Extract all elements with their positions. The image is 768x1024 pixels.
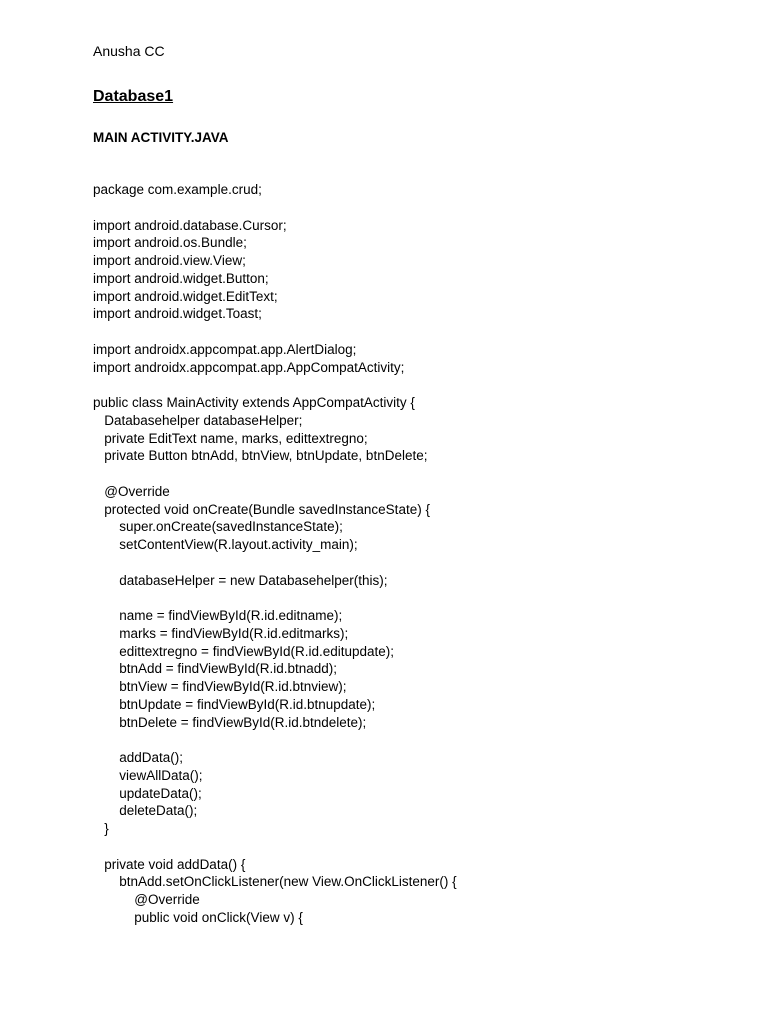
code-line: updateData(); [93, 785, 202, 801]
code-line: btnView = findViewById(R.id.btnview); [93, 679, 347, 694]
code-line [93, 199, 733, 217]
code-line [93, 465, 733, 483]
section-heading: MAIN ACTIVITY.JAVA [93, 130, 229, 145]
author-name: Anusha CC [93, 43, 165, 59]
code-line: private EditText name, marks, edittextregno; [93, 430, 368, 446]
code-line: private Button btnAdd, btnView, btnUpdate, btnDelete; [93, 448, 428, 464]
code-line: } [93, 821, 109, 836]
code-line: import androidx.appcompat.app.AlertDialog; [93, 341, 357, 357]
code-line: import android.widget.EditText; [93, 288, 278, 304]
code-line [93, 554, 733, 572]
code-line: super.onCreate(savedInstanceState); [93, 519, 343, 535]
code-line [93, 589, 733, 607]
code-line: public void onClick(View v) { [93, 909, 303, 925]
code-line [93, 376, 733, 394]
code-line: import android.os.Bundle; [93, 235, 247, 251]
code-line: import android.widget.Button; [93, 270, 269, 286]
code-line: addData(); [93, 750, 184, 765]
code-line: protected void onCreate(Bundle savedInstanceState) { [93, 501, 430, 517]
code-line: import androidx.appcompat.app.AppCompatActivity; [93, 359, 405, 375]
code-line: deleteData(); [93, 803, 198, 819]
code-line: package com.example.crud; [93, 182, 262, 197]
code-line: btnAdd.setOnClickListener(new View.OnClickListener() { [93, 874, 457, 890]
code-line [93, 323, 733, 341]
code-line: public class MainActivity extends AppCompatActivity { [93, 395, 415, 410]
code-listing [93, 181, 733, 927]
code-line: viewAllData(); [93, 767, 203, 783]
code-line: import android.database.Cursor; [93, 217, 287, 233]
code-line: btnAdd = findViewById(R.id.btnadd); [93, 661, 338, 677]
code-line: btnUpdate = findViewById(R.id.btnupdate); [93, 696, 376, 712]
code-line [93, 838, 733, 856]
code-line: @Override [93, 892, 200, 907]
code-line: private void addData() { [93, 856, 246, 872]
code-line: edittextregno = findViewById(R.id.editupdate); [93, 643, 395, 659]
code-line: setContentView(R.layout.activity_main); [93, 537, 358, 552]
code-line: name = findViewById(R.id.editname); [93, 608, 343, 623]
code-line [93, 731, 733, 749]
code-line: marks = findViewById(R.id.editmarks); [93, 625, 349, 641]
code-line: import android.view.View; [93, 253, 246, 268]
code-line: databaseHelper = new Databasehelper(this); [93, 572, 388, 588]
document-title: Database1 [93, 88, 174, 105]
code-line: btnDelete = findViewById(R.id.btndelete); [93, 714, 367, 730]
code-line: Databasehelper databaseHelper; [93, 412, 303, 428]
code-line: import android.widget.Toast; [93, 306, 262, 322]
code-line: @Override [93, 483, 170, 499]
